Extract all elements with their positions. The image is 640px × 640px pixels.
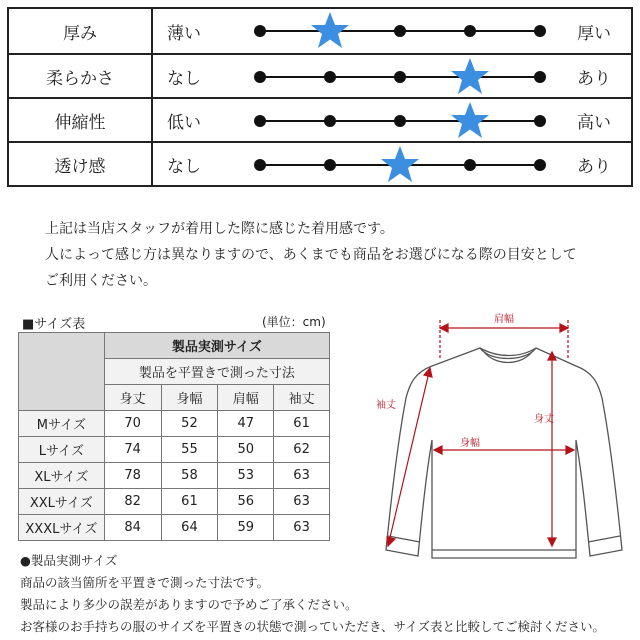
feel-low-label: 低い: [167, 112, 201, 133]
column-header-shoulder: 肩幅: [218, 385, 274, 411]
scale-dot: [394, 25, 406, 37]
feel-category: 透け感: [9, 143, 153, 185]
size-value: 61: [161, 489, 218, 515]
note-line-1: 上記は当店スタッフが着用した際に感じた着用感です。: [45, 221, 394, 237]
size-table-corner: [19, 333, 105, 411]
size-row: [19, 515, 330, 541]
size-value: 61: [274, 411, 330, 437]
size-label: Lサイズ: [19, 437, 105, 463]
feel-scale: [255, 55, 545, 97]
scale-dot: [534, 115, 546, 127]
column-header-length: 身丈: [104, 385, 161, 411]
feel-scale: [255, 143, 545, 185]
feel-high-label: 厚い: [577, 23, 611, 44]
size-row: [19, 463, 330, 489]
footer-heading: ●製品実測サイズ: [20, 553, 118, 568]
shirt-outline: [386, 348, 622, 558]
scale-dot: [324, 71, 336, 83]
feel-low-label: 薄い: [167, 23, 201, 44]
size-label: XXLサイズ: [19, 489, 105, 515]
size-value: 47: [218, 411, 274, 437]
scale-dot: [394, 71, 406, 83]
size-row: [19, 411, 330, 437]
measure-arrows: [387, 320, 574, 546]
size-value: 56: [218, 489, 274, 515]
feel-scale: [255, 9, 545, 53]
size-table-unit: (単位：cm): [262, 315, 326, 329]
size-value: 58: [161, 463, 218, 489]
size-value: 64: [161, 515, 218, 541]
scale-dot: [324, 159, 336, 171]
feel-high-label: あり: [577, 156, 611, 177]
feel-scale: [255, 99, 545, 141]
feel-high-label: 高い: [577, 112, 611, 133]
size-value: 50: [218, 437, 274, 463]
note-line-3: ご利用ください。: [45, 273, 157, 289]
column-header-width: 身幅: [161, 385, 218, 411]
size-value: 53: [218, 463, 274, 489]
size-value: 63: [274, 489, 330, 515]
feel-table: [7, 7, 633, 187]
footer-line-1: 商品の該当箇所を平置きで測った寸法です。: [20, 575, 270, 590]
rating-star-icon: [450, 100, 490, 140]
feel-row: [9, 53, 631, 97]
label-sleeve: 袖丈: [376, 400, 396, 411]
feel-category: 伸縮性: [9, 99, 153, 141]
feel-low-label: なし: [167, 156, 201, 177]
footer-line-3: お客様のお手持ちの服のサイズを平置きの状態で測っていただき、サイズ表と比較してご検討ください。: [20, 619, 606, 634]
rating-star-icon: [450, 56, 490, 96]
size-value: 62: [274, 437, 330, 463]
scale-dot: [254, 115, 266, 127]
size-table: [18, 332, 330, 541]
scale-dot: [394, 115, 406, 127]
shirt-diagram: [340, 300, 640, 570]
note-line-2: 人によって感じ方は異なりますので、あくまでも商品をお選びになる際の目安として: [45, 247, 577, 263]
scale-dot: [534, 71, 546, 83]
size-table-group-header: 製品実測サイズ: [104, 333, 329, 359]
feel-category: 厚み: [9, 9, 153, 53]
size-label: XLサイズ: [19, 463, 105, 489]
scale-dot: [254, 25, 266, 37]
label-width: 身幅: [460, 438, 480, 449]
size-row: [19, 437, 330, 463]
label-length: 身丈: [534, 414, 554, 425]
scale-dot: [534, 159, 546, 171]
feel-row: [9, 141, 631, 185]
feel-low-label: なし: [167, 68, 201, 89]
size-label: XXXLサイズ: [19, 515, 105, 541]
footer-line-2: 製品により多少の誤差がありますので予めご了承ください。: [20, 597, 358, 612]
column-header-sleeve: 袖丈: [274, 385, 330, 411]
size-value: 84: [104, 515, 161, 541]
scale-dot: [254, 159, 266, 171]
feel-row: [9, 97, 631, 141]
feel-high-label: あり: [577, 68, 611, 89]
size-value: 78: [104, 463, 161, 489]
size-value: 55: [161, 437, 218, 463]
scale-dot: [534, 25, 546, 37]
size-label: Mサイズ: [19, 411, 105, 437]
size-value: 70: [104, 411, 161, 437]
size-value: 63: [274, 463, 330, 489]
size-value: 74: [104, 437, 161, 463]
size-value: 63: [274, 515, 330, 541]
scale-dot: [464, 25, 476, 37]
size-table-title: ■サイズ表: [22, 317, 86, 332]
size-value: 59: [218, 515, 274, 541]
rating-star-icon: [380, 144, 420, 184]
feel-row: [9, 9, 631, 53]
scale-dot: [324, 115, 336, 127]
size-value: 82: [104, 489, 161, 515]
scale-dot: [464, 159, 476, 171]
rating-star-icon: [310, 10, 350, 50]
size-row: [19, 489, 330, 515]
size-table-sub-header: 製品を平置きで測った寸法: [104, 359, 329, 385]
feel-category: 柔らかさ: [9, 55, 153, 97]
scale-dot: [254, 71, 266, 83]
size-value: 52: [161, 411, 218, 437]
label-shoulder: 肩幅: [494, 314, 514, 325]
